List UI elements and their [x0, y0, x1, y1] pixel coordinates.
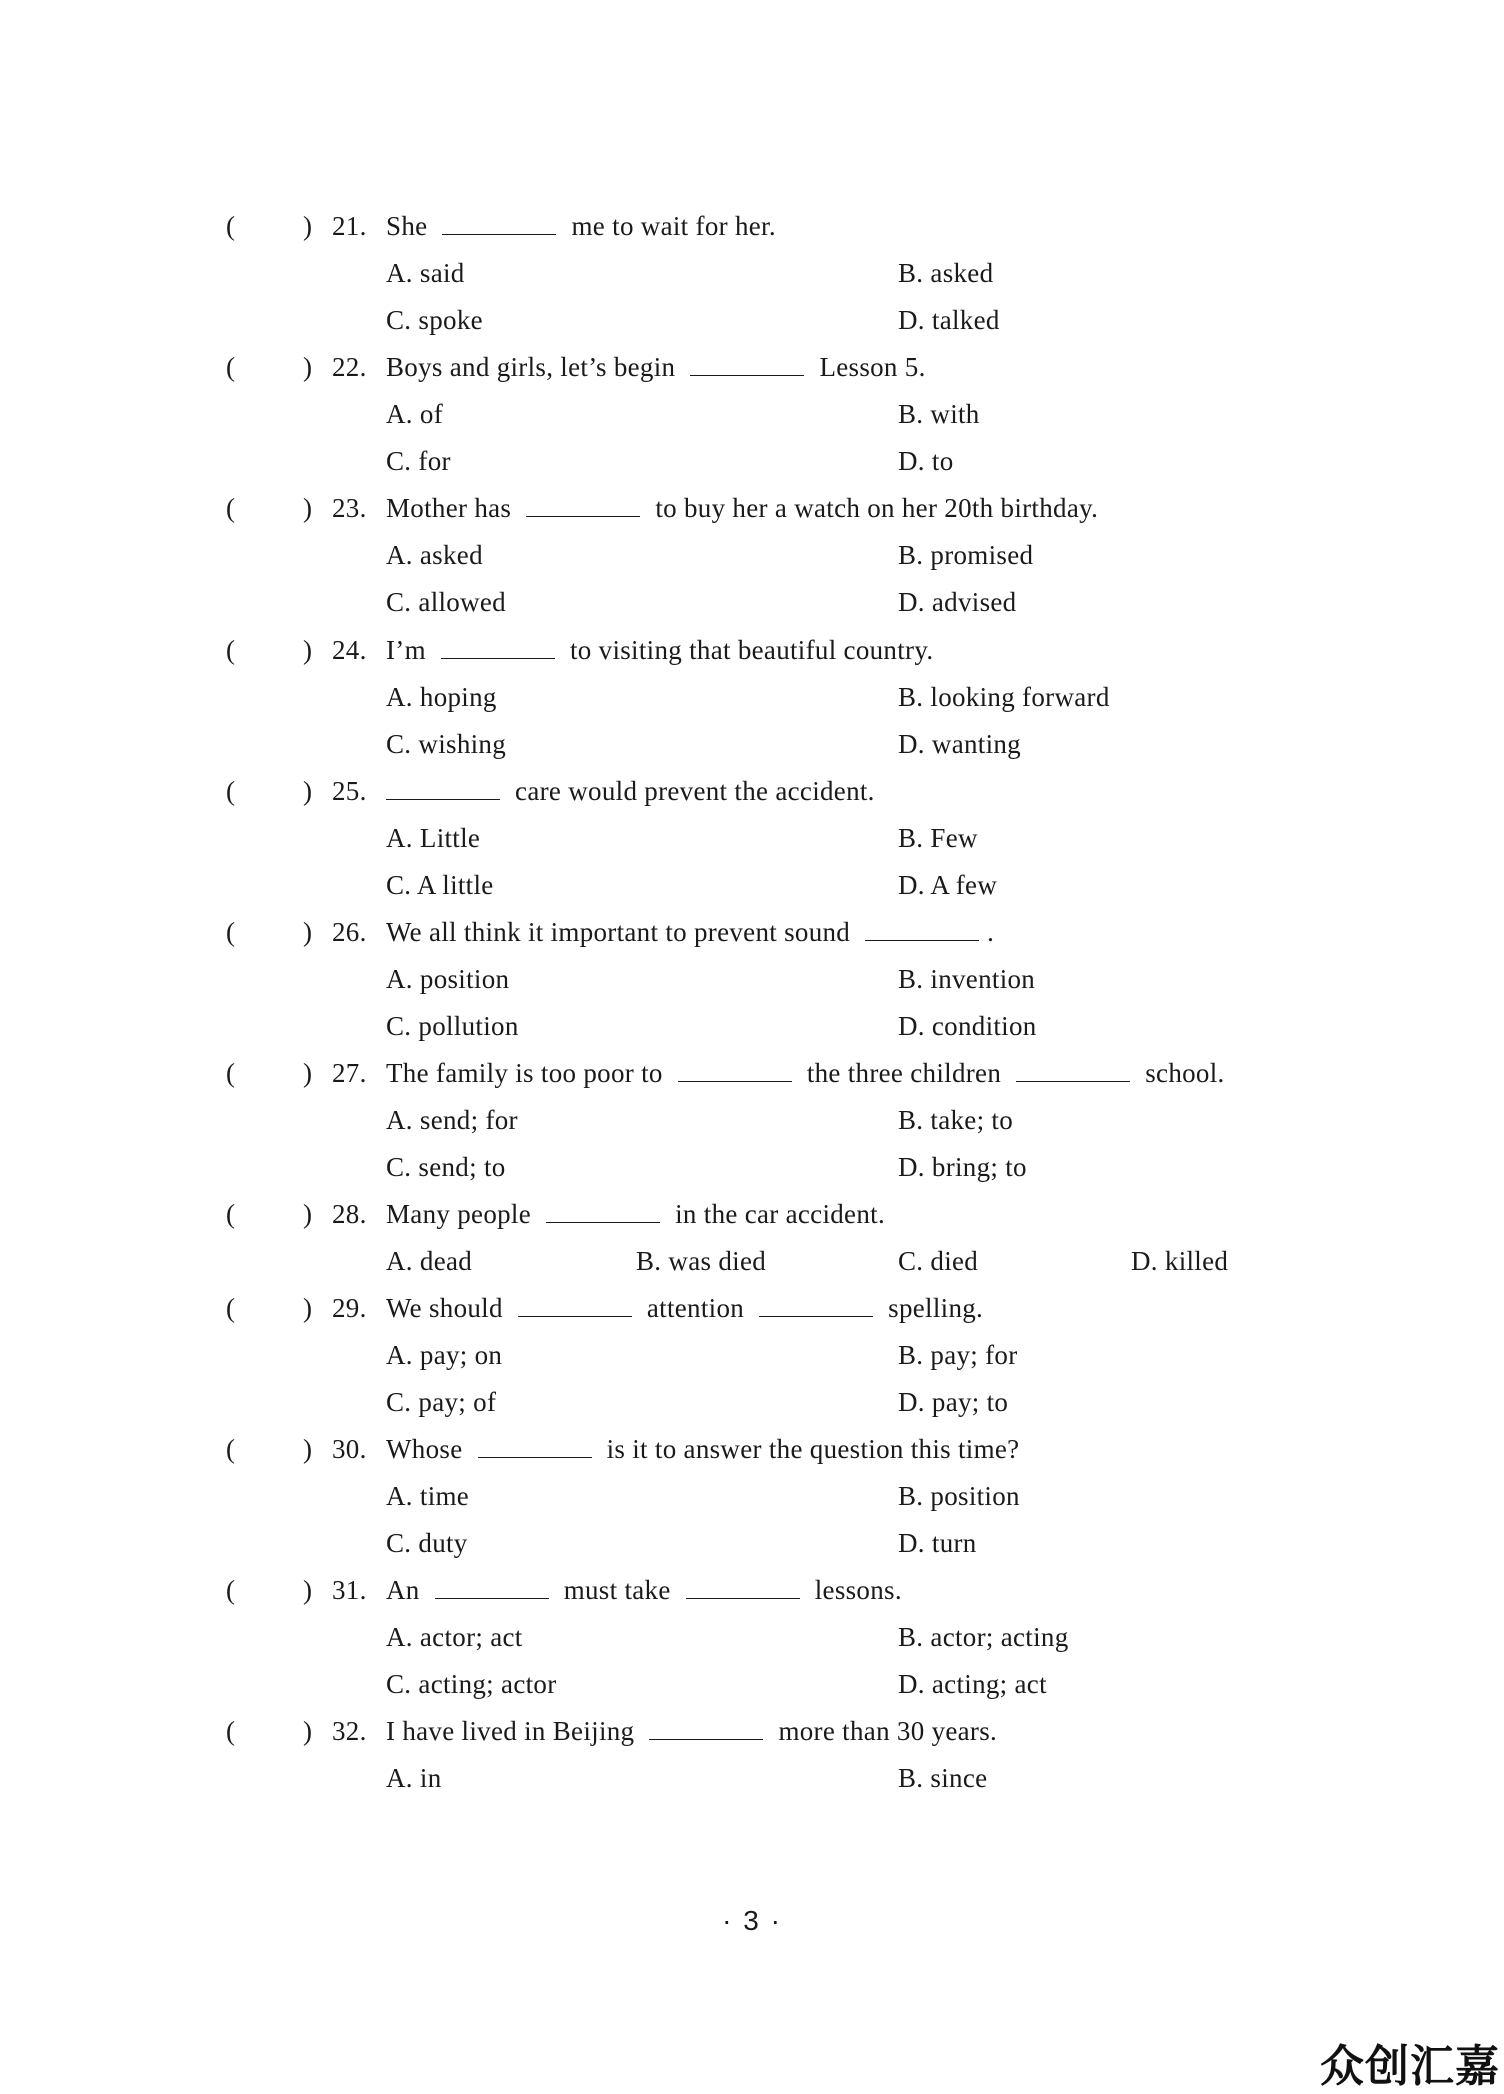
bracket-open: ( — [226, 352, 236, 382]
option-c[interactable]: C. duty — [386, 1528, 468, 1558]
question-stem — [386, 1570, 902, 1610]
question-number: 30. — [332, 1434, 367, 1464]
question-stem — [386, 912, 994, 952]
question-stem — [386, 630, 933, 670]
stem-text: We should — [386, 1293, 510, 1323]
option-a[interactable]: A. said — [386, 258, 465, 288]
page-number: · 3 · — [722, 1905, 782, 1936]
bracket-close: ) — [303, 776, 313, 806]
stem-text: more than 30 years. — [771, 1716, 998, 1746]
stem-text: I have lived in Beijing — [386, 1716, 642, 1746]
options-row — [0, 1664, 1504, 1704]
option-b[interactable]: B. asked — [898, 258, 994, 288]
bracket-close: ) — [303, 1434, 313, 1464]
option-c[interactable]: C. died — [898, 1246, 979, 1276]
answer-blank[interactable] — [1016, 1055, 1130, 1082]
stem-text: school. — [1138, 1058, 1225, 1088]
options-row — [0, 1476, 1504, 1516]
question-stem — [386, 206, 776, 246]
question-stem — [386, 1288, 983, 1328]
stem-text: I’m — [386, 635, 433, 665]
bracket-close: ) — [303, 211, 313, 241]
question-number: 29. — [332, 1293, 367, 1323]
stem-text: Lesson 5. — [812, 352, 926, 382]
options-row — [0, 1335, 1504, 1375]
option-b[interactable]: B. pay; for — [898, 1340, 1018, 1370]
options-row — [0, 959, 1504, 999]
answer-blank[interactable] — [386, 773, 500, 800]
bracket-open: ( — [226, 1199, 236, 1229]
options-row — [0, 582, 1504, 622]
option-d[interactable]: D. bring; to — [898, 1152, 1027, 1182]
option-d[interactable]: D. killed — [1131, 1246, 1229, 1276]
option-b[interactable]: B. invention — [898, 964, 1036, 994]
option-d[interactable]: D. turn — [898, 1528, 977, 1558]
options-row — [0, 253, 1504, 293]
question-number: 27. — [332, 1058, 367, 1088]
stem-text: She — [386, 211, 435, 241]
question-row — [0, 347, 1504, 387]
question-number: 23. — [332, 493, 367, 523]
stem-text: Mother has — [386, 493, 519, 523]
stem-text: must take — [556, 1575, 678, 1605]
stem-text: An — [386, 1575, 427, 1605]
stem-text: is it to answer the question this time? — [599, 1434, 1020, 1464]
answer-blank[interactable] — [442, 208, 556, 235]
options-row — [0, 535, 1504, 575]
bracket-close: ) — [303, 1575, 313, 1605]
answer-blank[interactable] — [546, 1196, 660, 1223]
bracket-open: ( — [226, 1575, 236, 1605]
option-a[interactable]: A. asked — [386, 540, 483, 570]
question-number: 26. — [332, 917, 367, 947]
question-number: 31. — [332, 1575, 367, 1605]
option-c[interactable]: C. pay; of — [386, 1387, 497, 1417]
question-row — [0, 1288, 1504, 1328]
stem-text: . — [987, 917, 995, 947]
question-row — [0, 1053, 1504, 1093]
answer-blank[interactable] — [759, 1290, 873, 1317]
question-number: 28. — [332, 1199, 367, 1229]
option-b[interactable]: B. position — [898, 1481, 1020, 1511]
options-row — [0, 300, 1504, 340]
option-b[interactable]: B. was died — [636, 1246, 767, 1276]
bracket-close: ) — [303, 917, 313, 947]
option-a[interactable]: A. of — [386, 399, 443, 429]
question-stem — [386, 1194, 885, 1234]
stem-text: me to wait for her. — [564, 211, 776, 241]
options-row — [0, 1758, 1504, 1798]
option-a[interactable]: A. Little — [386, 823, 481, 853]
answer-blank[interactable] — [686, 1572, 800, 1599]
options-row — [0, 724, 1504, 764]
question-row — [0, 912, 1504, 952]
question-number: 22. — [332, 352, 367, 382]
option-b[interactable]: B. actor; acting — [898, 1622, 1069, 1652]
option-b[interactable]: B. with — [898, 399, 980, 429]
bracket-open: ( — [226, 1293, 236, 1323]
bracket-close: ) — [303, 352, 313, 382]
bracket-open: ( — [226, 1058, 236, 1088]
option-c[interactable]: C. acting; actor — [386, 1669, 557, 1699]
bracket-close: ) — [303, 1716, 313, 1746]
options-row — [0, 1006, 1504, 1046]
option-d[interactable]: D. talked — [898, 305, 1000, 335]
stem-text: spelling. — [881, 1293, 984, 1323]
option-d[interactable]: D. advised — [898, 587, 1017, 617]
option-c[interactable]: C. wishing — [386, 729, 507, 759]
question-stem — [386, 488, 1098, 528]
question-stem — [386, 771, 875, 811]
question-row — [0, 488, 1504, 528]
option-a[interactable]: A. pay; on — [386, 1340, 503, 1370]
answer-blank[interactable] — [690, 349, 804, 376]
stem-text: in the car accident. — [668, 1199, 885, 1229]
stem-text: lessons. — [807, 1575, 902, 1605]
question-row — [0, 630, 1504, 670]
options-row — [0, 441, 1504, 481]
options-row — [0, 1382, 1504, 1422]
options-row — [0, 1241, 1504, 1281]
options-row — [0, 818, 1504, 858]
options-row — [0, 1147, 1504, 1187]
option-d[interactable]: D. wanting — [898, 729, 1021, 759]
answer-blank[interactable] — [526, 490, 640, 517]
option-d[interactable]: D. condition — [898, 1011, 1037, 1041]
answer-blank[interactable] — [478, 1431, 592, 1458]
bracket-close: ) — [303, 1199, 313, 1229]
answer-blank[interactable] — [649, 1713, 763, 1740]
bracket-open: ( — [226, 211, 236, 241]
question-row — [0, 1429, 1504, 1469]
question-row — [0, 1570, 1504, 1610]
option-b[interactable]: B. looking forward — [898, 682, 1110, 712]
options-row — [0, 394, 1504, 434]
option-a[interactable]: A. send; for — [386, 1105, 518, 1135]
option-c[interactable]: C. send; to — [386, 1152, 506, 1182]
question-stem — [386, 347, 926, 387]
question-row — [0, 206, 1504, 246]
options-row — [0, 1100, 1504, 1140]
option-d[interactable]: D. acting; act — [898, 1669, 1047, 1699]
option-d[interactable]: D. pay; to — [898, 1387, 1009, 1417]
bracket-open: ( — [226, 1434, 236, 1464]
stem-text: Many people — [386, 1199, 539, 1229]
bracket-open: ( — [226, 776, 236, 806]
question-number: 25. — [332, 776, 367, 806]
option-c[interactable]: C. pollution — [386, 1011, 519, 1041]
question-row — [0, 1711, 1504, 1751]
bracket-close: ) — [303, 493, 313, 523]
option-a[interactable]: A. dead — [386, 1246, 473, 1276]
question-row — [0, 1194, 1504, 1234]
bracket-close: ) — [303, 1293, 313, 1323]
bracket-close: ) — [303, 635, 313, 665]
question-stem — [386, 1053, 1225, 1093]
option-b[interactable]: B. Few — [898, 823, 978, 853]
options-row — [0, 865, 1504, 905]
option-d[interactable]: D. A few — [898, 870, 998, 900]
bracket-open: ( — [226, 1716, 236, 1746]
options-row — [0, 677, 1504, 717]
option-b[interactable]: B. promised — [898, 540, 1034, 570]
question-stem — [386, 1429, 1019, 1469]
bracket-open: ( — [226, 493, 236, 523]
question-row — [0, 771, 1504, 811]
bracket-close: ) — [303, 1058, 313, 1088]
stem-text: We all think it important to prevent sound — [386, 917, 858, 947]
stem-text: Boys and girls, let’s begin — [386, 352, 683, 382]
question-number: 24. — [332, 635, 367, 665]
stem-text: to visiting that beautiful country. — [562, 635, 934, 665]
option-a[interactable]: A. actor; act — [386, 1622, 523, 1652]
option-d[interactable]: D. to — [898, 446, 954, 476]
stem-text: to buy her a watch on her 20th birthday. — [648, 493, 1099, 523]
option-a[interactable]: A. in — [386, 1763, 442, 1793]
option-c[interactable]: C. A little — [386, 870, 494, 900]
stem-text: care would prevent the accident. — [508, 776, 875, 806]
bracket-open: ( — [226, 917, 236, 947]
answer-blank[interactable] — [435, 1572, 549, 1599]
watermark-logo: 众创汇嘉 — [1320, 2041, 1500, 2092]
option-b[interactable]: B. since — [898, 1763, 988, 1793]
option-c[interactable]: C. for — [386, 446, 451, 476]
answer-blank[interactable] — [678, 1055, 792, 1082]
option-c[interactable]: C. spoke — [386, 305, 483, 335]
answer-blank[interactable] — [441, 632, 555, 659]
question-number: 21. — [332, 211, 367, 241]
option-c[interactable]: C. allowed — [386, 587, 506, 617]
question-stem — [386, 1711, 997, 1751]
stem-text: attention — [639, 1293, 752, 1323]
answer-blank[interactable] — [518, 1290, 632, 1317]
stem-text: Whose — [386, 1434, 470, 1464]
option-a[interactable]: A. hoping — [386, 682, 497, 712]
options-row — [0, 1617, 1504, 1657]
stem-text: The family is too poor to — [386, 1058, 670, 1088]
question-number: 32. — [332, 1716, 367, 1746]
option-b[interactable]: B. take; to — [898, 1105, 1014, 1135]
option-a[interactable]: A. time — [386, 1481, 470, 1511]
options-row — [0, 1523, 1504, 1563]
bracket-open: ( — [226, 635, 236, 665]
answer-blank[interactable] — [865, 914, 979, 941]
stem-text: the three children — [799, 1058, 1009, 1088]
option-a[interactable]: A. position — [386, 964, 510, 994]
